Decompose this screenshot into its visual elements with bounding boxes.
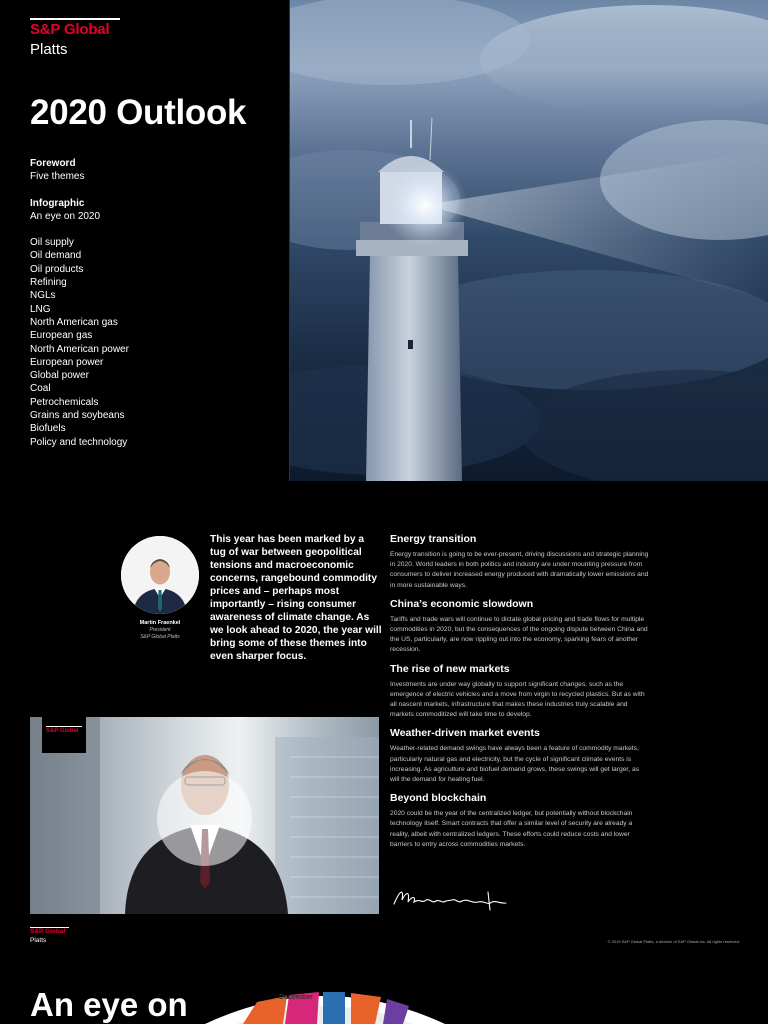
theme-body: Tariffs and trade wars will continue to dictate global pricing and trade flows for multiple commodities in 2020, but the consequences of the ongoing dispute between China and the US, particularly, are now rippling out into the economy, sparking fears of another recession.: [390, 615, 648, 654]
video-brand-logo: [42, 717, 86, 753]
calendar-wheel-graphic: [195, 990, 455, 1024]
brand-logo-bottom[interactable]: Platts: [30, 41, 68, 58]
theme-title: Weather-driven market events: [390, 727, 540, 740]
toc-item-lng[interactable]: LNG: [30, 303, 51, 315]
lighthouse-illustration: [290, 0, 768, 481]
theme-energy-transition: [390, 533, 650, 591]
toc-item-biofuels[interactable]: Biofuels: [30, 423, 66, 435]
toc-item-refining[interactable]: Refining: [30, 277, 67, 289]
toc-item-north-american-power[interactable]: North American power: [30, 343, 129, 355]
foreword-quote: This year has been marked by a tug of war between geopolitical tensions and macroeconomic concerns, rangebound commodity prices and – perhaps most importantly – rising consumer awareness of climate change. As we look ahead to 2020, the year will bring some of these themes into even sharper focus.: [210, 534, 382, 662]
theme-title: Beyond blockchain: [390, 792, 487, 805]
hero-lighthouse-image: [290, 0, 768, 481]
toc-item-oil-supply[interactable]: Oil supply: [30, 237, 74, 249]
theme-weather-events: [390, 727, 650, 785]
president-portrait: [121, 536, 199, 614]
president-title: President: [149, 627, 171, 633]
video-player[interactable]: [30, 717, 379, 914]
president-avatar: [121, 536, 199, 614]
theme-body: Weather-related demand swings have always been a feature of commodity markets, particularly natural gas and electricity, but the cycle of significant climate events is increasing. As agriculture and biofuel demand grows, these swings will get larger, as will the demand for heating fuel.: [390, 745, 640, 784]
theme-title: China’s economic slowdown: [390, 597, 534, 610]
theme-body: Energy transition is going to be ever-present, driving discussions and strategic planning in 2020. World leaders in both politics and industry are under mounting pressure from consumers to deliver increased energy produced with dramatically lower emissions and in more sustainable ways.: [390, 551, 649, 589]
video-logo-text: S&P Global: [46, 728, 79, 734]
toc-item-oil-products[interactable]: Oil products: [30, 263, 84, 275]
play-button-icon[interactable]: [157, 771, 252, 866]
toc-item-five-themes[interactable]: Five themes: [30, 171, 85, 183]
footer-logo-top[interactable]: S&P Global: [30, 928, 66, 935]
toc-item-petrochemicals[interactable]: Petrochemicals: [30, 396, 99, 408]
brand-rule: [30, 18, 120, 20]
toc-item-european-power[interactable]: European power: [30, 356, 104, 368]
theme-beyond-blockchain: [390, 792, 650, 850]
president-org: S&P Global Platts: [140, 634, 180, 640]
president-role: [110, 627, 210, 641]
toc-heading-infographic[interactable]: Infographic: [30, 197, 85, 209]
brand-logo-top[interactable]: S&P Global: [30, 21, 110, 38]
toc-item-grains-and-soybeans[interactable]: Grains and soybeans: [30, 410, 125, 422]
theme-china-slowdown: [390, 598, 650, 656]
signature-image: [392, 882, 512, 914]
theme-body: 2020 could be the year of the centralized ledger, but potentially without blockchain technology itself. Smart contracts that offer a similar level of security are already a reality, albeit with centralized ledgers. These efforts could reduce costs and lower barriers to entry across commodities markets.: [390, 810, 633, 848]
footer-logo-bottom[interactable]: Platts: [30, 937, 47, 944]
five-themes-list: [390, 533, 650, 857]
toc-item-coal[interactable]: Coal: [30, 383, 51, 395]
toc-item-european-gas[interactable]: European gas: [30, 330, 93, 342]
theme-body: Investments are under way globally to support significant changes, such as the emergence of electric vehicles and a move from virgin to recycled plastics. But as with all nascent markets, infrastructure that makes these industries truly scalable and markets commoditized will take time to develop.: [390, 680, 645, 719]
toc-item-eye-on-2020[interactable]: An eye on 2020: [30, 210, 101, 222]
wheel-month-label: December: [279, 994, 313, 1001]
toc-item-north-american-gas[interactable]: North American gas: [30, 316, 118, 328]
theme-title: The rise of new markets: [390, 662, 510, 675]
infographic-title: An eye on: [30, 986, 188, 1023]
toc-item-global-power[interactable]: Global power: [30, 370, 89, 382]
president-name: Martin Fraenkel: [139, 620, 181, 626]
theme-new-markets: [390, 663, 650, 721]
toc-item-oil-demand[interactable]: Oil demand: [30, 250, 82, 262]
left-navigation-panel: [0, 0, 289, 481]
toc-heading-foreword[interactable]: Foreword: [30, 158, 76, 169]
page-title: 2020 Outlook: [30, 93, 247, 132]
toc-item-ngls[interactable]: NGLs: [30, 290, 56, 302]
copyright-notice: © 2019 S&P Global Platts, a division of S&P Global Inc. All rights reserved.: [607, 939, 740, 944]
table-of-contents: [30, 157, 129, 449]
theme-title: Energy transition: [390, 533, 477, 545]
toc-item-policy-and-technology[interactable]: Policy and technology: [30, 436, 128, 448]
